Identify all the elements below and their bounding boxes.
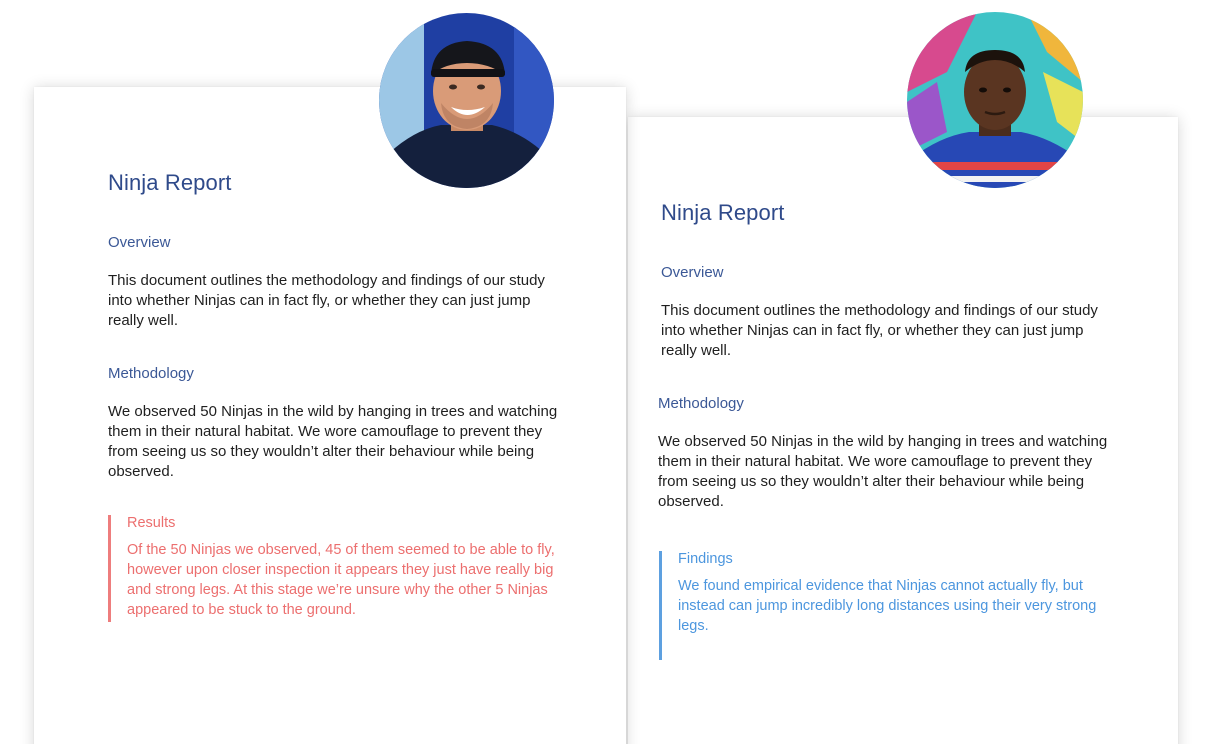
results-heading: Results <box>127 515 176 531</box>
findings-text: We found empirical evidence that Ninjas cannot actually fly, but instead can jump incredibly long distances using their very strong legs. <box>678 578 1097 634</box>
methodology-text: We observed 50 Ninjas in the wild by hanging in trees and watching them in their natural habitat. We wore camouflage to prevent they from seeing us so they wouldn’t alter their behaviour while being observed. <box>658 433 1108 510</box>
findings-heading: Findings <box>678 551 733 567</box>
overview-text: This document outlines the methodology and findings of our study into whether Ninjas can in fact fly, or whether they can just jump really well. <box>108 272 545 329</box>
overview-heading: Overview <box>108 234 171 251</box>
methodology-heading: Methodology <box>658 395 744 412</box>
report-card-right <box>628 117 1178 744</box>
overview-text: This document outlines the methodology and findings of our study into whether Ninjas can in fact fly, or whether they can just jump really well. <box>661 302 1098 359</box>
page-title: Ninja Report <box>108 170 232 195</box>
overview-heading: Overview <box>661 264 724 281</box>
methodology-text: We observed 50 Ninjas in the wild by hanging in trees and watching them in their natural habitat. We wore camouflage to prevent they from seeing us so they wouldn’t alter their behaviour while being observed. <box>108 403 558 480</box>
findings-callout <box>659 551 1118 660</box>
avatar <box>907 12 1083 188</box>
profile-photo-icon <box>379 13 554 188</box>
page-title: Ninja Report <box>661 200 785 225</box>
profile-photo-icon <box>907 12 1083 188</box>
results-text: Of the 50 Ninjas we observed, 45 of them seemed to be able to fly, however upon closer inspection it appears they just have really big and strong legs. At this stage we’re unsure why the other 5 Ninjas appeared to be stuck to the ground. <box>127 542 555 618</box>
report-card-left <box>34 87 626 744</box>
methodology-heading: Methodology <box>108 365 194 382</box>
avatar <box>379 13 554 188</box>
results-callout <box>108 515 567 622</box>
